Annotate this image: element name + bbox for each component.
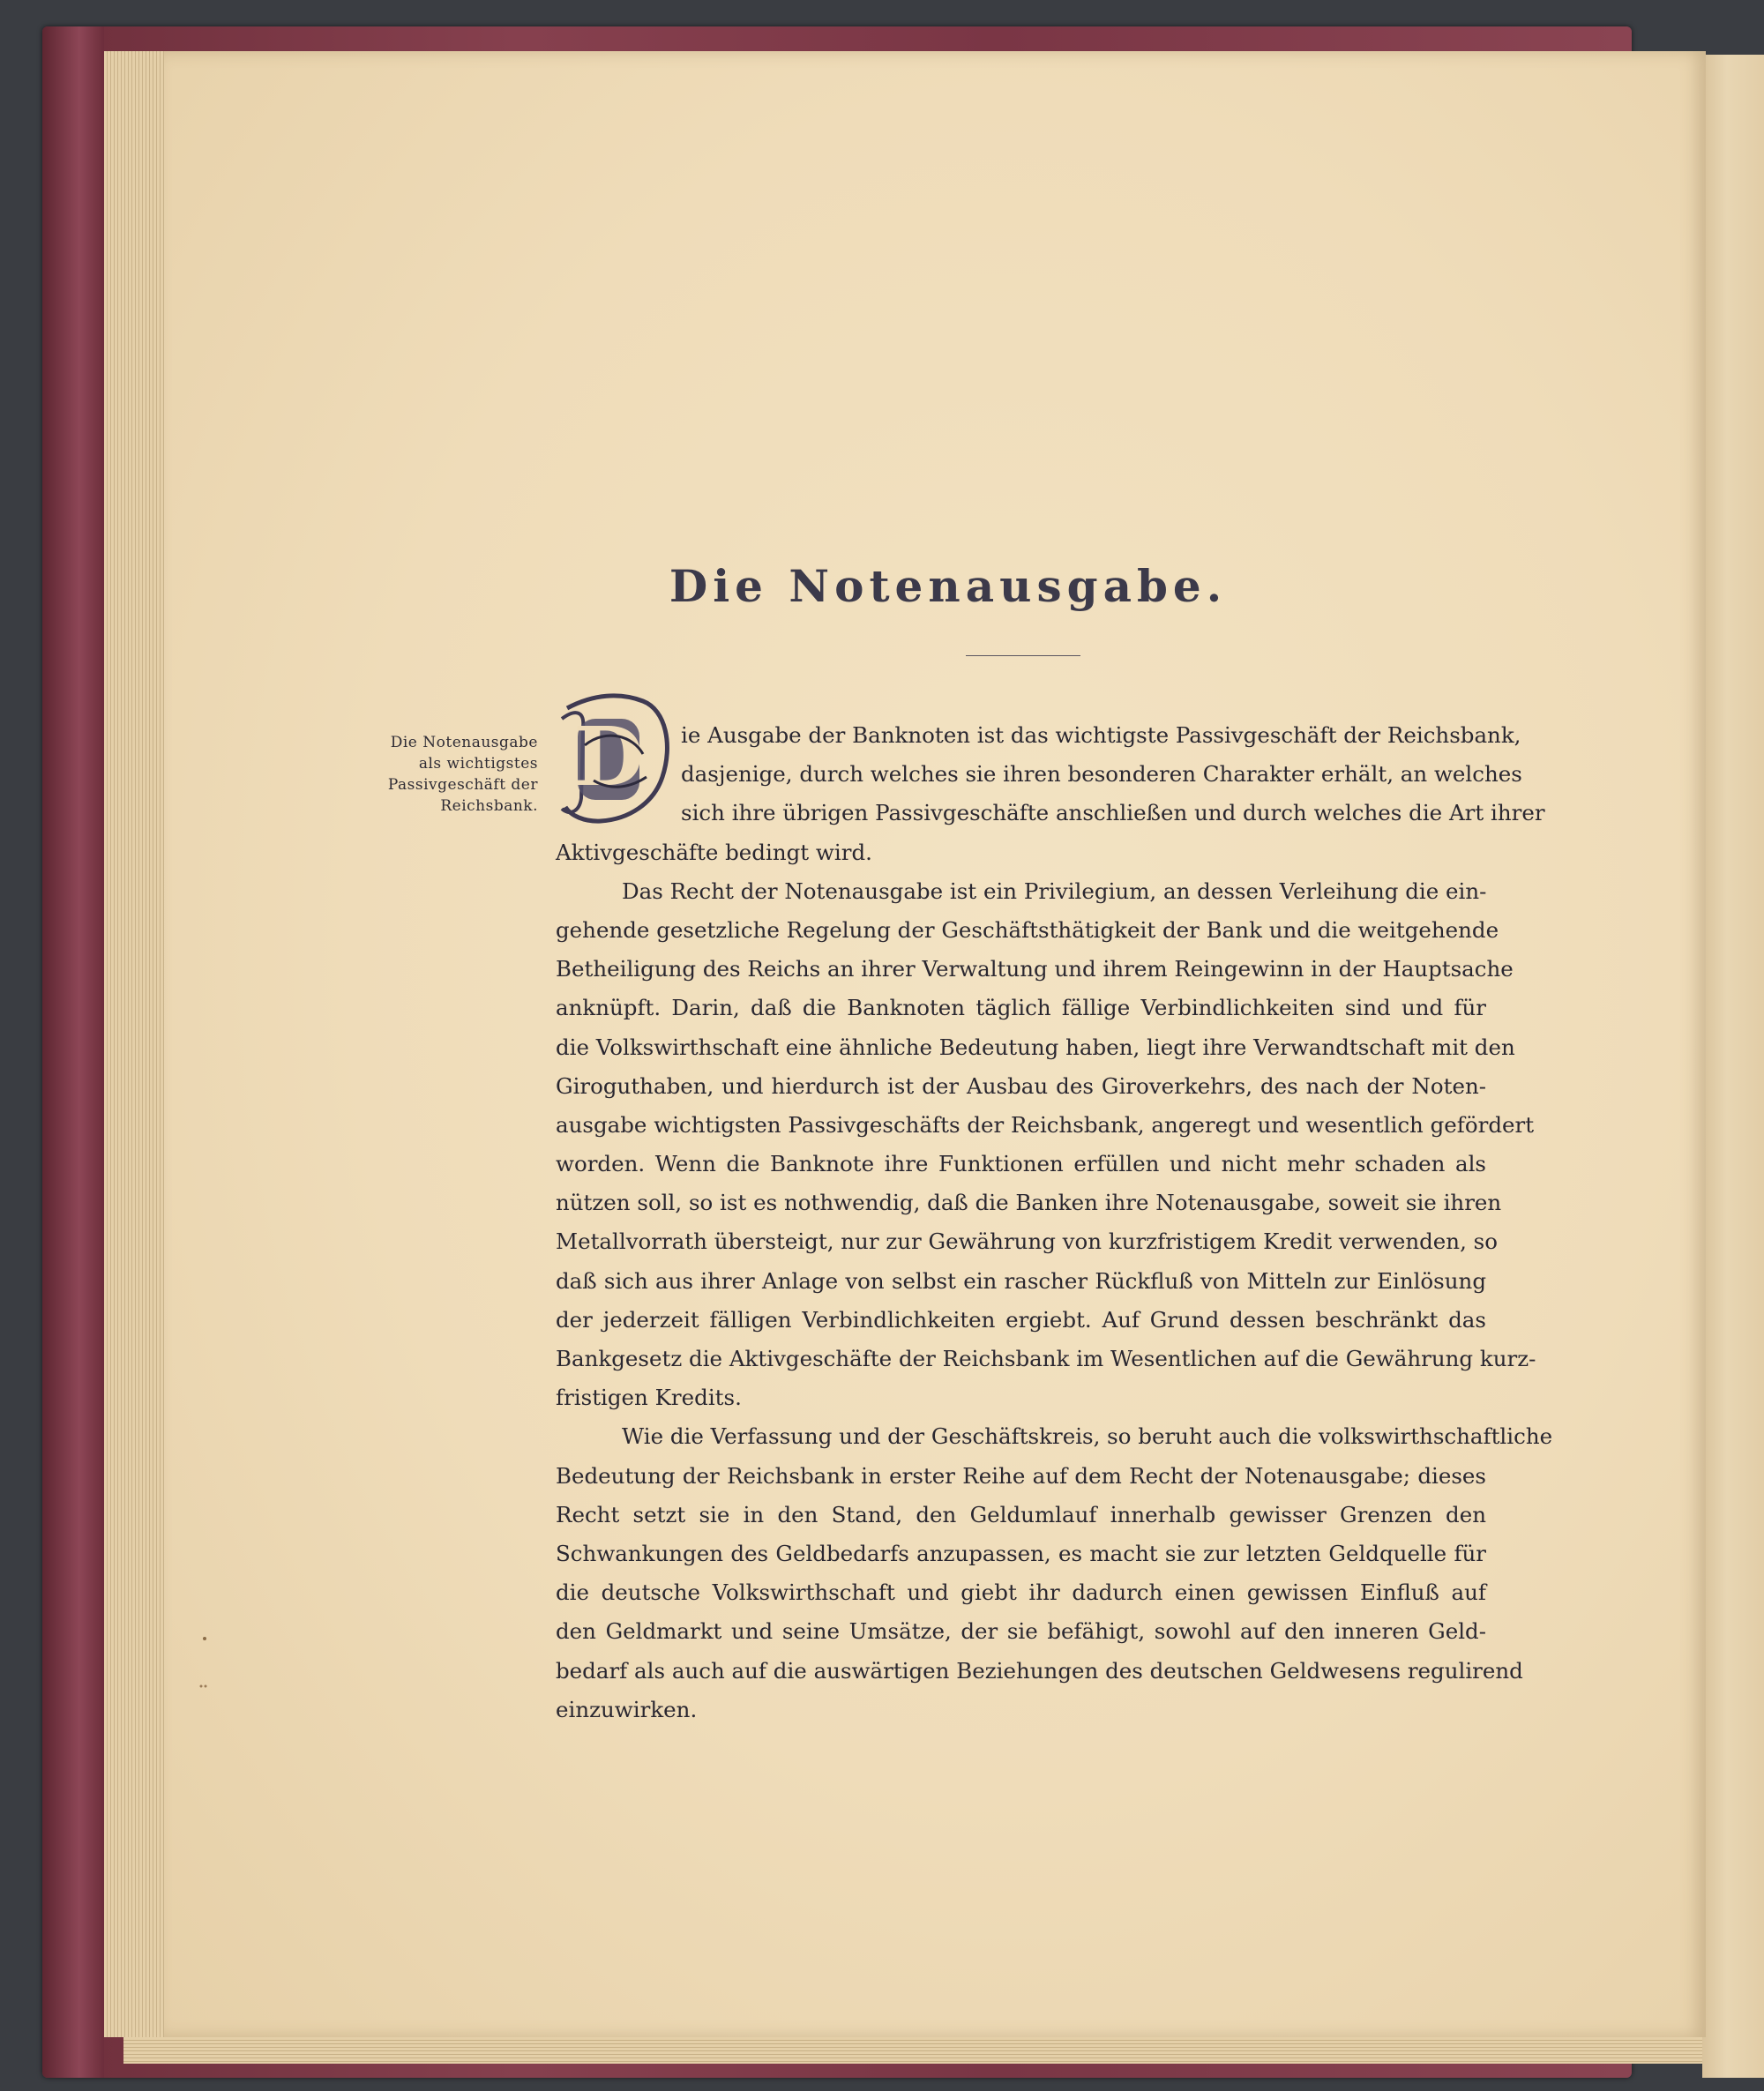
text-line: Wie die Verfassung und der Geschäftskreis, so beruht auch die volkswirthschaftliche [622,1423,1553,1450]
text-line: Aktivgeschäfte bedingt wird. [556,839,872,865]
margin-note-line: Passivgeschäft der [387,776,538,794]
text-line: Recht setzt sie in den Stand, den Geldumlauf innerhalb gewisser Grenzen den [556,1501,1486,1527]
text-line: die Volkswirthschaft eine ähnliche Bedeutung haben, liegt ihre Verwandtschaft mit den [556,1034,1515,1060]
margin-note-line: Reichsbank. [440,797,538,815]
text-line: fristigen Kredits. [556,1385,742,1411]
text-line: den Geldmarkt und seine Umsätze, der sie befähigt, sowohl auf den inneren Geld- [556,1618,1486,1645]
margin-note-line: Die Notenausgabe [390,734,538,751]
text-line: die deutsche Volkswirthschaft und giebt ihr dadurch einen gewissen Einfluß auf [556,1579,1486,1606]
text-line: gehende gesetzliche Regelung der Geschäftsthätigkeit der Bank und die weitgehende [556,916,1499,943]
text-line: daß sich aus ihrer Anlage von selbst ein rascher Rückfluß von Mitteln zur Einlösung [556,1267,1486,1294]
text-line: worden. Wenn die Banknote ihre Funktionen erfüllen und nicht mehr schaden als [556,1151,1486,1177]
page-title: Die Notenausgabe. [669,560,1228,612]
body-text [556,716,1553,1729]
text-line: nützen soll, so ist es nothwendig, daß die Banken ihre Notenausgabe, soweit sie ihren [556,1190,1502,1216]
text-line: Bedeutung der Reichsbank in erster Reihe auf dem Recht der Notenausgabe; dieses [556,1462,1486,1489]
page-stack-edges [104,51,166,2037]
margin-note [348,732,538,817]
speck [203,1637,206,1640]
text-line: ausgabe wichtigsten Passivgeschäfts der Reichsbank, angeregt und wesentlich gefördert [556,1111,1535,1138]
paper-specks [196,1632,222,1693]
text-line: Schwankungen des Geldbedarfs anzupassen, es macht sie zur letzten Geldquelle für [556,1540,1486,1566]
text-line: ie Ausgabe der Banknoten ist das wichtigste Passivgeschäft der Reichsbank, [681,722,1521,748]
text-line: dasjenige, durch welches sie ihren besonderen Charakter erhält, an welches [681,761,1522,788]
page-stack-bottom [123,2037,1702,2064]
initial-letter: D [573,709,644,804]
text-line: anknüpft. Darin, daß die Banknoten täglich fällige Verbindlichkeiten sind und für [556,995,1486,1021]
speck [205,1685,207,1688]
margin-note-line: als wichtigstes [418,755,538,773]
text-line: Betheiligung des Reichs an ihrer Verwaltung und ihrem Reingewinn in der Hauptsache [556,956,1514,982]
text-line: Metallvorrath übersteigt, nur zur Gewährung von kurzfristigem Kredit verwenden, so [556,1228,1498,1255]
book-spine [42,26,104,2078]
text-line: Das Recht der Notenausgabe ist ein Privilegium, an dessen Verleihung die ein- [622,877,1487,904]
text-line: bedarf als auch auf die auswärtigen Beziehungen des deutschen Geldwesens regulirend [556,1657,1523,1684]
text-line: einzuwirken. [556,1696,698,1722]
facing-page-edge [1702,55,1764,2078]
text-line: der jederzeit fälligen Verbindlichkeiten ergiebt. Auf Grund dessen beschränkt das [556,1306,1486,1333]
text-line: Giroguthaben, und hierdurch ist der Ausbau des Giroverkehrs, des nach der Noten- [556,1072,1486,1099]
text-line: sich ihre übrigen Passivgeschäfte anschließen und durch welches die Art ihrer [681,800,1545,826]
speck [200,1685,203,1688]
text-line: Bankgesetz die Aktivgeschäfte der Reichsbank im Wesentlichen auf die Gewährung kurz- [556,1346,1536,1371]
title-divider [966,655,1080,656]
